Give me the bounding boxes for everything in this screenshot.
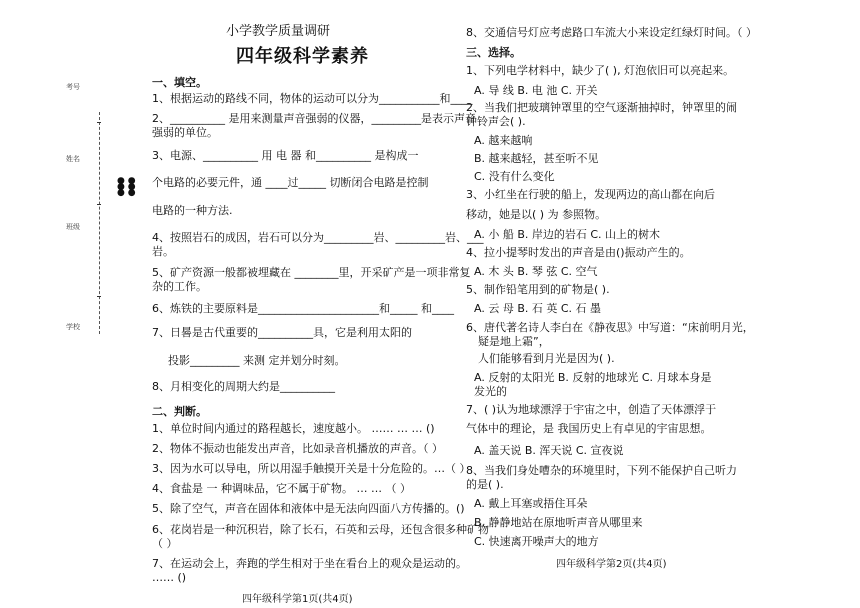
choice-line: 6、唐代著名诗人李白在《静夜思》中写道：“床前明月光， (466, 321, 754, 334)
choice-line: 2、当我们把玻璃钟罩里的空气逐渐抽掉时，钟罩里的闹 (466, 101, 737, 114)
judge-line: 3、因为水可以导电，所以用湿手触摸开关是十分危险的。…（ ） (152, 462, 471, 475)
choice-line: C. 快速离开噪声大的地方 (474, 535, 599, 548)
choice-line: C. 没有什么变化 (474, 170, 555, 183)
judge-line: …… () (152, 571, 187, 584)
choice-line: 1、下列电学材料中，缺少了( ), 灯泡依旧可以亮起来。 (466, 64, 735, 77)
choice-line: 3、小红坐在行驶的船上，发现两边的高山都在向后 (466, 188, 715, 201)
judge-line: 1、单位时间内通过的路程越长，速度越小。 …… … … () (152, 422, 435, 435)
fill-line: 1、根据运动的路线不同，物体的运动可以分为___________和____ (152, 92, 473, 105)
school-label: 学校 (66, 323, 80, 331)
choice-line: 的是( ). (466, 478, 504, 491)
exam-number-label: 考号 (66, 83, 80, 91)
fill-line: 电路的一种方法. (152, 204, 233, 217)
choice-line: A. 越来越响 (474, 134, 533, 147)
choice-line: A. 小 船 B. 岸边的岩石 C. 山上的树木 (474, 228, 661, 241)
fill-line: 8、月相变化的周期大约是__________ (152, 380, 335, 393)
choice-line: 人们能够看到月光是因为( ). (478, 352, 615, 365)
judge-line: 2、物体不振动也能发出声音，比如录音机播放的声音。（ ） (152, 442, 443, 455)
fill-line: 强弱的单位。 (152, 126, 218, 139)
choice-line: A. 戴上耳塞或捂住耳朵 (474, 497, 588, 510)
fill-line: 杂的工作。 (152, 280, 207, 293)
fill-line: 4、按照岩石的成因，岩石可以分为_________岩、_________岩、___ (152, 231, 484, 244)
binding-holes: ● ● ● ● ● ● (117, 176, 136, 198)
fill-line: 6、炼铁的主要原料是______________________和_____ 和____ (152, 302, 454, 315)
choice-line: A. 反射的太阳光 B. 反射的地球光 C. 月球本身是 (474, 371, 712, 384)
choice-line: B. 越来越轻，甚至听不见 (474, 152, 599, 165)
judge-line: 5、除了空气，声音在固体和液体中是无法向四面八方传播的。() (152, 502, 465, 515)
choice-line: A. 木 头 B. 琴 弦 C. 空气 (474, 265, 598, 278)
choice-line: 疑是地上霜”， (478, 335, 550, 348)
exam-title: 四年级科学素养 (236, 46, 369, 67)
choice-line: 钟铃声会( ). (466, 115, 526, 128)
binding-cut-line (99, 112, 100, 334)
choice-line: 移动，她是以( ) 为 参照物。 (466, 208, 607, 221)
choice-line: 气体中的理论，是 我国历史上有卓见的宇宙思想。 (466, 422, 712, 435)
fill-line: 个电路的必要元件，通 ____过_____ 切断闭合电路是控制 (152, 176, 429, 189)
choice-line: 发光的 (474, 385, 507, 398)
judge-line: 6、花岗岩是一种沉积岩，除了长石，石英和云母，还包含很多种矿物 (152, 523, 489, 536)
class-label: 班级 (66, 223, 80, 231)
judge-line: 7、在运动会上，奔跑的学生相对于坐在看台上的观众是运动的。 (152, 557, 467, 570)
judge-line: 8、交通信号灯应考虑路口车流大小来设定红绿灯时间。（ ） (466, 26, 757, 39)
fill-line: 5、矿产资源一般都被埋藏在 ________里，开采矿产是一项非常复 (152, 266, 471, 279)
fill-line: 3、电源、__________ 用 电 器 和__________ 是构成一 (152, 149, 419, 162)
school-title: 小学教学质量调研 (226, 24, 331, 39)
choice-line: 4、拉小提琴时发出的声音是由()振动产生的。 (466, 246, 691, 259)
page-2-footer: 四年级科学第2页(共4页) (556, 559, 667, 570)
judge-line: （ ） (152, 537, 178, 550)
fill-line: 岩。 (152, 245, 174, 258)
choice-line: B. 静静地站在原地听声音从哪里来 (474, 516, 643, 529)
choice-line: 8、当我们身处嘈杂的环境里时，下列不能保护自己听力 (466, 464, 737, 477)
fill-line: 投影_________ 来测 定并划分时刻。 (168, 354, 346, 367)
fill-line: 7、日晷是古代重要的__________具，它是利用太阳的 (152, 326, 412, 339)
section-choice-heading: 三、选择。 (466, 46, 521, 59)
cut-line-tick (97, 122, 101, 123)
choice-line: A. 盖天说 B. 浑天说 C. 宣夜说 (474, 444, 624, 457)
page-1-footer: 四年级科学第1页(共4页) (242, 594, 353, 605)
section-judge-heading: 二、判断。 (152, 405, 207, 418)
choice-line: A. 导 线 B. 电 池 C. 开关 (474, 84, 598, 97)
cut-line-tick (97, 296, 101, 297)
fill-line: 2、__________ 是用来测量声音强弱的仪器，_________是表示声音 (152, 112, 476, 125)
choice-line: 5、制作铅笔用到的矿物是( ). (466, 283, 610, 296)
cut-line-tick (97, 204, 101, 205)
name-label: 姓名 (66, 155, 80, 163)
section-fill-heading: 一、填空。 (152, 76, 207, 89)
choice-line: 7、( )认为地球漂浮于宇宙之中，创造了天体漂浮于 (466, 403, 717, 416)
judge-line: 4、食盐是 一 种调味品，它不属于矿物。 … … （ ） (152, 482, 411, 495)
choice-line: A. 云 母 B. 石 英 C. 石 墨 (474, 302, 602, 315)
